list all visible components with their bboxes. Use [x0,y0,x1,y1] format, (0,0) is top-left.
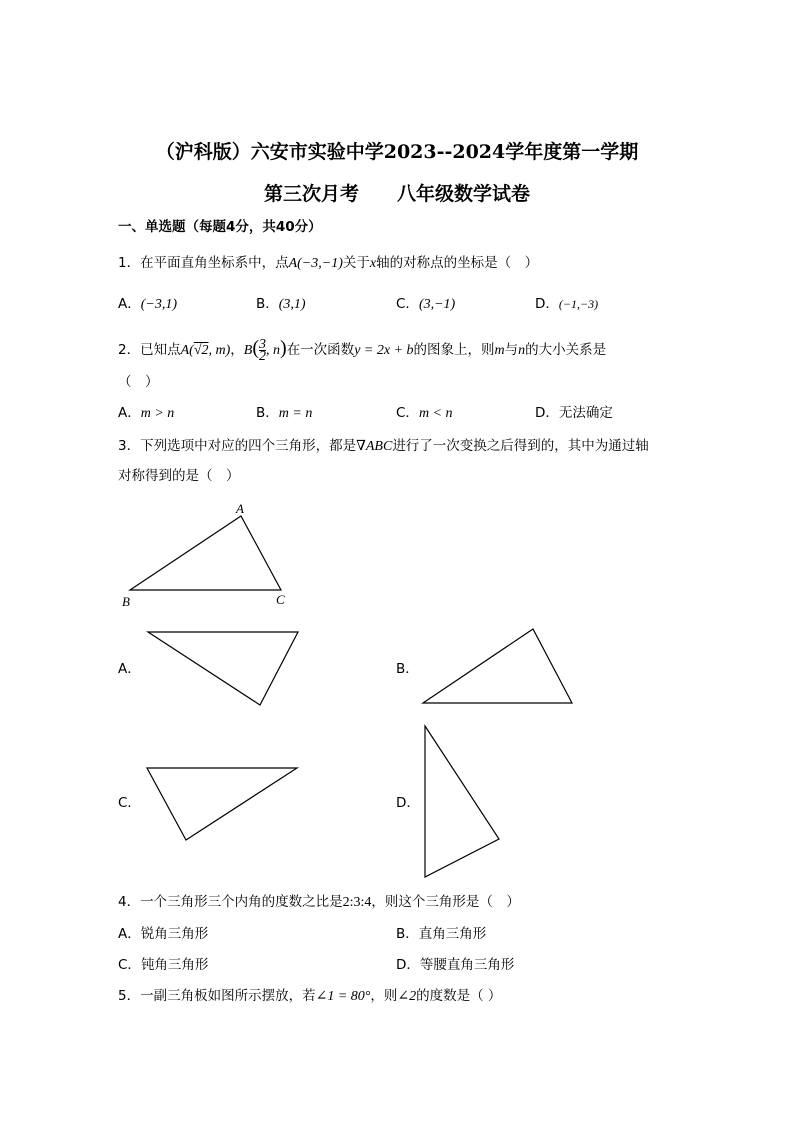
option-value: m = n [278,406,313,421]
question-5-stem [118,987,501,1006]
option-value: (−1,−3) [558,297,599,311]
q2-pointA-prefix: A( [180,343,194,358]
question-3-line2: 对称得到的是（ ） [118,468,240,484]
q3-option-c[interactable]: C． [118,795,141,811]
option-value: 无法确定 [558,405,613,421]
q2-option-d[interactable] [535,404,613,422]
q4-text-a: 4．一个三角形三个内角的度数之比是 [118,894,343,910]
vertex-label-c: C [276,592,285,607]
q3-option-a[interactable]: A． [118,661,141,677]
q2-text-a: 2．已知点 [118,342,181,358]
option-label: B． [256,296,279,312]
fraction-denominator: 2 [259,348,267,364]
option-label: D． [535,405,559,421]
option-label: C． [118,957,141,973]
vertex-label-a: A [236,501,244,516]
q2-fraction [259,336,267,364]
exam-title-test-name: 第三次月考 [263,183,359,205]
q2-var-n: n [518,343,526,358]
option-value: 等腰直角三角形 [419,957,515,973]
q3-option-b[interactable]: B． [396,661,419,677]
q1-axis: x [369,256,377,271]
q2-pointB-prefix: B [243,343,253,358]
option-value: 锐角三角形 [140,926,209,942]
option-value: 钝角三角形 [140,957,209,973]
question-4-stem [118,893,520,912]
q1-option-b[interactable] [256,295,306,314]
question-2-stem: 2．已知点A(√2, m)，B( $\frac{3}{2}$ , n)在一次函数y = 2x + b的图象上，则m与n的大小关系是 [118,336,607,364]
q3-text-b: 进行了一次变换之后得到的，其中为通过轴 [392,438,649,454]
q2-function: y = 2x + b [354,343,414,358]
option-label: C． [396,296,419,312]
q2-option-b[interactable] [256,404,312,423]
q3-triangle: ∇ABC [356,439,393,454]
q5-angle1: ∠1 = 80° [315,989,371,1004]
option-value: (3,1) [278,297,306,312]
q2-pointB-suffix: , n [266,343,281,358]
option-label: B． [256,405,279,421]
q4-text-b: ，则这个三角形是（ ） [371,894,520,910]
q5-text-b: ，则 [370,988,398,1004]
triangle-option-b [423,629,572,703]
q5-angle2: ∠2 [397,989,417,1004]
triangle-option-c [147,768,297,840]
option-label: D． [396,957,420,973]
q4-option-b[interactable] [396,925,486,943]
q2-text-c: 的图象上，则 [413,342,495,358]
option-label: C． [396,405,419,421]
q2-answer-paren: （ ） [118,374,159,390]
exam-title-line1: （沪科版）六安市实验中学2023--2024学年度第一学期 [155,141,639,163]
q5-text-c: 的度数是（ ） [416,988,502,1004]
q1-point: A(−3,−1) [288,256,343,271]
question-1-stem [118,254,538,273]
q2-sep: ， [230,342,244,358]
q2-option-c[interactable] [396,404,453,423]
option-value: (−3,1) [140,297,178,312]
q1-option-d[interactable] [535,295,598,313]
option-value: m > n [140,406,175,421]
option-label: A． [118,405,141,421]
option-value: m < n [418,406,453,421]
fraction-numerator: 3 [259,336,267,352]
option-value: 直角三角形 [418,926,487,942]
q5-text-a: 5．一副三角板如图所示摆放，若 [118,988,316,1004]
option-label: A． [118,296,141,312]
option-value: (3,−1) [418,297,456,312]
q4-ratio: 2:3:4 [342,895,372,910]
q1-text-b: 关于 [342,255,370,271]
q1-text-c: 轴的对称点的坐标是（ ） [376,255,539,271]
exam-title-grade-subject: 八年级数学试卷 [397,183,531,205]
q1-option-c[interactable] [396,295,455,314]
vertex-label-b: B [122,594,130,609]
q2-pointA-suffix: , m) [208,343,231,358]
q2-sqrt: √2 [193,343,209,358]
exam-title-line2 [0,179,794,206]
q1-option-a[interactable] [118,295,177,314]
q2-var-m: m [494,343,505,358]
option-label: A． [118,926,141,942]
q2-text-d: 与 [504,342,519,358]
section-heading: 一、单选题（每题4分，共40分） [118,219,322,235]
triangle-abc [130,516,281,590]
q3-text-a: 3．下列选项中对应的四个三角形，都是 [118,438,357,454]
q2-text-b: 在一次函数 [286,342,355,358]
q1-text-a: 1．在平面直角坐标系中，点 [118,255,289,271]
q2-text-e: 的大小关系是 [525,342,607,358]
option-label: D． [535,296,559,312]
option-label: B． [396,926,419,942]
question-3-line1 [118,437,649,456]
q3-option-d[interactable]: D． [396,795,420,811]
q2-option-a[interactable] [118,404,174,423]
q4-option-c[interactable] [118,956,208,974]
triangle-option-d [425,726,499,877]
q4-option-a[interactable] [118,925,208,943]
q4-option-d[interactable] [396,956,514,974]
triangle-option-a [148,632,298,705]
